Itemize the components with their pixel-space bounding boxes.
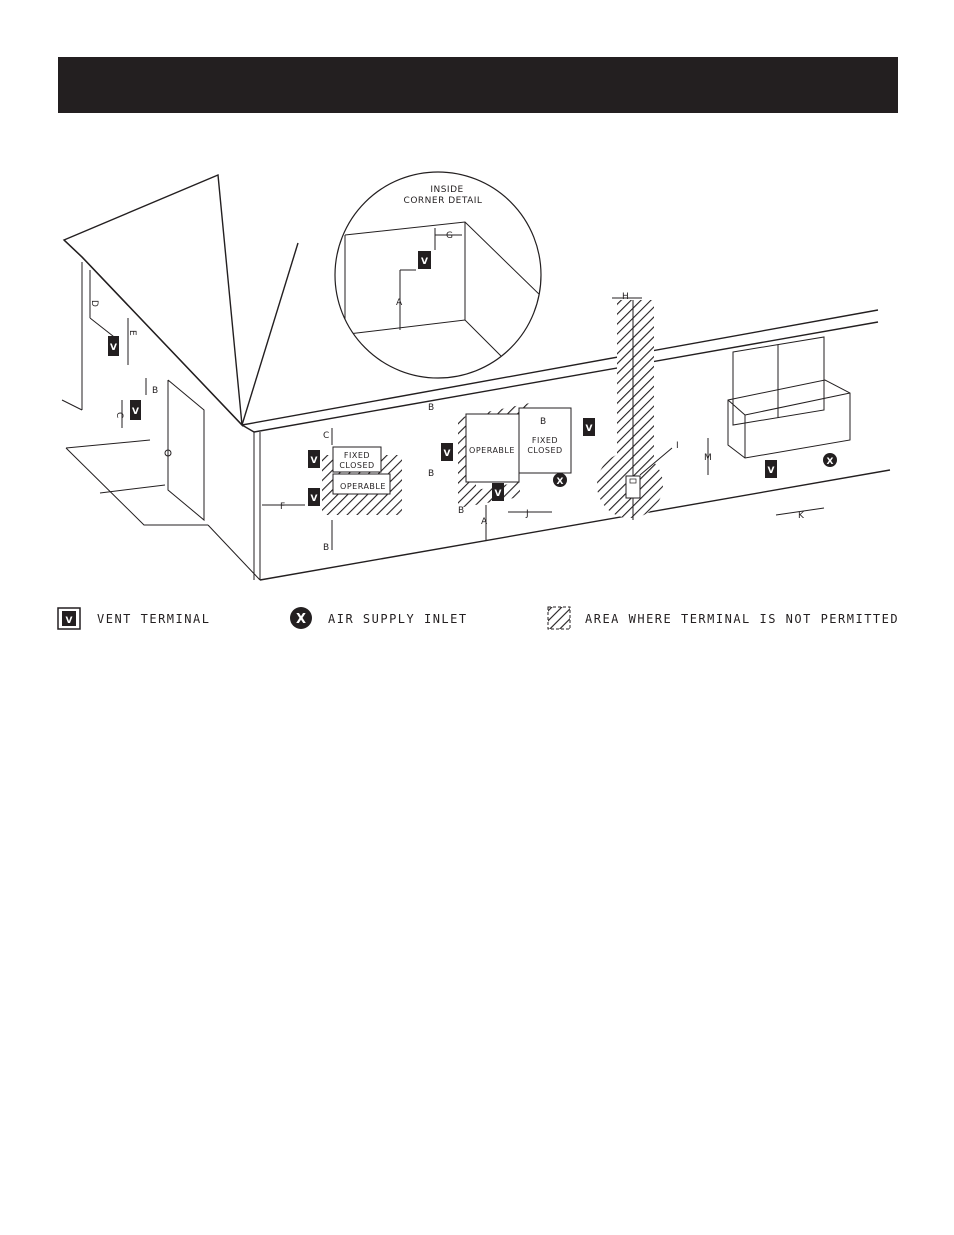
dim-label-b2: B [323, 543, 330, 553]
dim-label-e: E [127, 330, 137, 337]
window-fixed-label-1: FIXED [343, 451, 371, 460]
svg-text:V: V [110, 343, 117, 353]
dim-label-i: I [676, 441, 680, 451]
window-fixed-label-3: FIXED [531, 436, 559, 445]
dim-label-a2: A [481, 517, 488, 527]
dim-label-d: D [89, 300, 99, 308]
dim-label-b6: B [458, 506, 465, 516]
svg-text:V: V [494, 489, 502, 499]
window-operable-label-2: OPERABLE [469, 446, 515, 455]
dim-label-b: B [152, 386, 159, 396]
dim-label-b5: B [540, 417, 547, 427]
legend-vent-terminal: VENT TERMINAL [97, 612, 211, 626]
dim-label-c2: C [323, 431, 330, 441]
detail-title-2: CORNER DETAIL [403, 196, 483, 206]
detail-title-1: INSIDE [430, 185, 464, 195]
legend-air-supply-inlet: AIR SUPPLY INLET [328, 612, 468, 626]
svg-text:V: V [65, 616, 73, 626]
dim-label-g: G [446, 231, 454, 241]
svg-text:V: V [421, 257, 428, 267]
legend-not-permitted: AREA WHERE TERMINAL IS NOT PERMITTED [585, 612, 900, 626]
dim-label-m: M [704, 453, 713, 463]
dim-label-h: H [622, 292, 630, 302]
window-middle [428, 403, 595, 540]
svg-text:V: V [585, 424, 593, 434]
window-fixed-label-2: CLOSED [339, 461, 375, 470]
svg-text:V: V [310, 456, 318, 466]
meter-column [597, 292, 679, 520]
window-operable-label: OPERABLE [340, 482, 386, 491]
dim-label-b4: B [428, 469, 435, 479]
svg-text:X: X [556, 477, 564, 487]
dim-label-a: A [396, 298, 403, 308]
dim-label-b3: B [428, 403, 435, 413]
window-left [262, 428, 402, 553]
dim-label-c: C [114, 412, 124, 419]
svg-text:V: V [443, 449, 451, 459]
legend [58, 607, 899, 629]
svg-text:V: V [132, 407, 139, 417]
svg-text:V: V [767, 466, 775, 476]
dim-label-j: J [526, 509, 530, 519]
svg-text:X: X [826, 457, 834, 467]
window-right [704, 337, 850, 521]
dim-label-f: F [280, 502, 286, 512]
side-wall-vents [89, 270, 159, 428]
inside-corner-detail [335, 172, 545, 400]
svg-text:V: V [310, 494, 318, 504]
window-fixed-label-4: CLOSED [527, 446, 563, 455]
dim-label-k: K [798, 511, 805, 521]
svg-text:X: X [295, 612, 307, 627]
